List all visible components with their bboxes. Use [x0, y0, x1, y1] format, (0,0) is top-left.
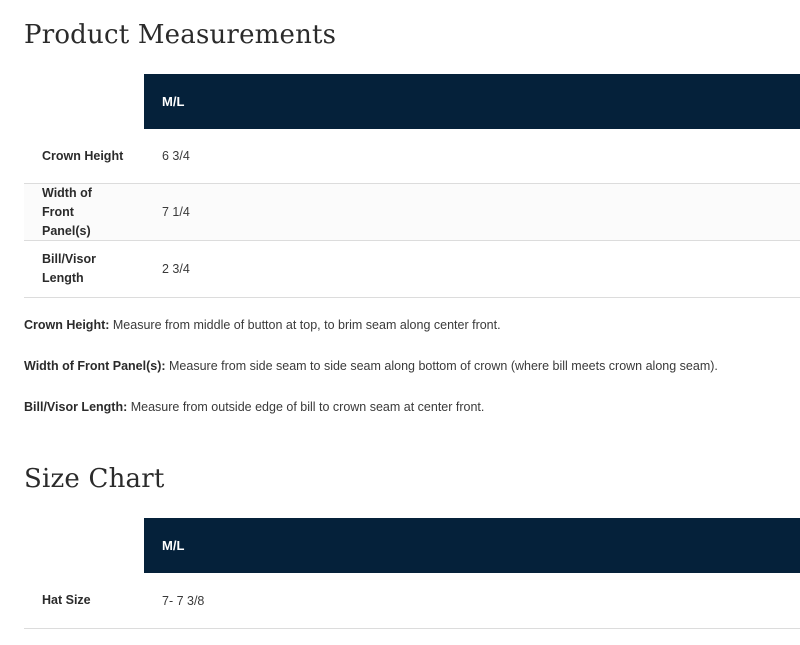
measurement-note	[24, 318, 501, 332]
product-measurements-table	[24, 74, 800, 298]
table-row	[24, 184, 800, 241]
row-label: Crown Height	[42, 148, 124, 163]
note-text: Measure from outside edge of bill to crown seam at center front.	[127, 400, 485, 414]
note-term: Crown Height:	[24, 318, 110, 332]
note-term: Bill/Visor Length:	[24, 400, 128, 414]
row-label: Hat Size	[42, 593, 91, 607]
row-value: 7- 7 3/8	[162, 593, 205, 608]
note-term: Width of Front Panel(s):	[24, 359, 166, 373]
row-label: Width of Front Panel(s)	[42, 185, 92, 238]
column-header-size: M/L	[144, 74, 800, 129]
table-row	[24, 241, 800, 298]
table-header-row	[24, 518, 800, 573]
product-measurements-title: Product Measurements	[24, 20, 337, 50]
row-value: 2 3/4	[162, 262, 190, 276]
row-value: 7 1/4	[162, 205, 190, 219]
table-header-row	[24, 74, 800, 129]
row-value: 6 3/4	[162, 149, 190, 163]
note-text: Measure from side seam to side seam along bottom of crown (where bill meets crown along seam).	[165, 359, 718, 373]
size-chart-title: Size Chart	[24, 464, 165, 494]
table-row	[24, 573, 800, 629]
row-label: Bill/Visor Length	[42, 252, 96, 285]
size-chart-table	[24, 518, 800, 629]
table-row	[24, 129, 800, 184]
measurement-note	[24, 359, 718, 373]
note-text: Measure from middle of button at top, to brim seam along center front.	[109, 318, 501, 332]
column-header-size: M/L	[144, 518, 800, 573]
measurement-note	[24, 400, 484, 414]
